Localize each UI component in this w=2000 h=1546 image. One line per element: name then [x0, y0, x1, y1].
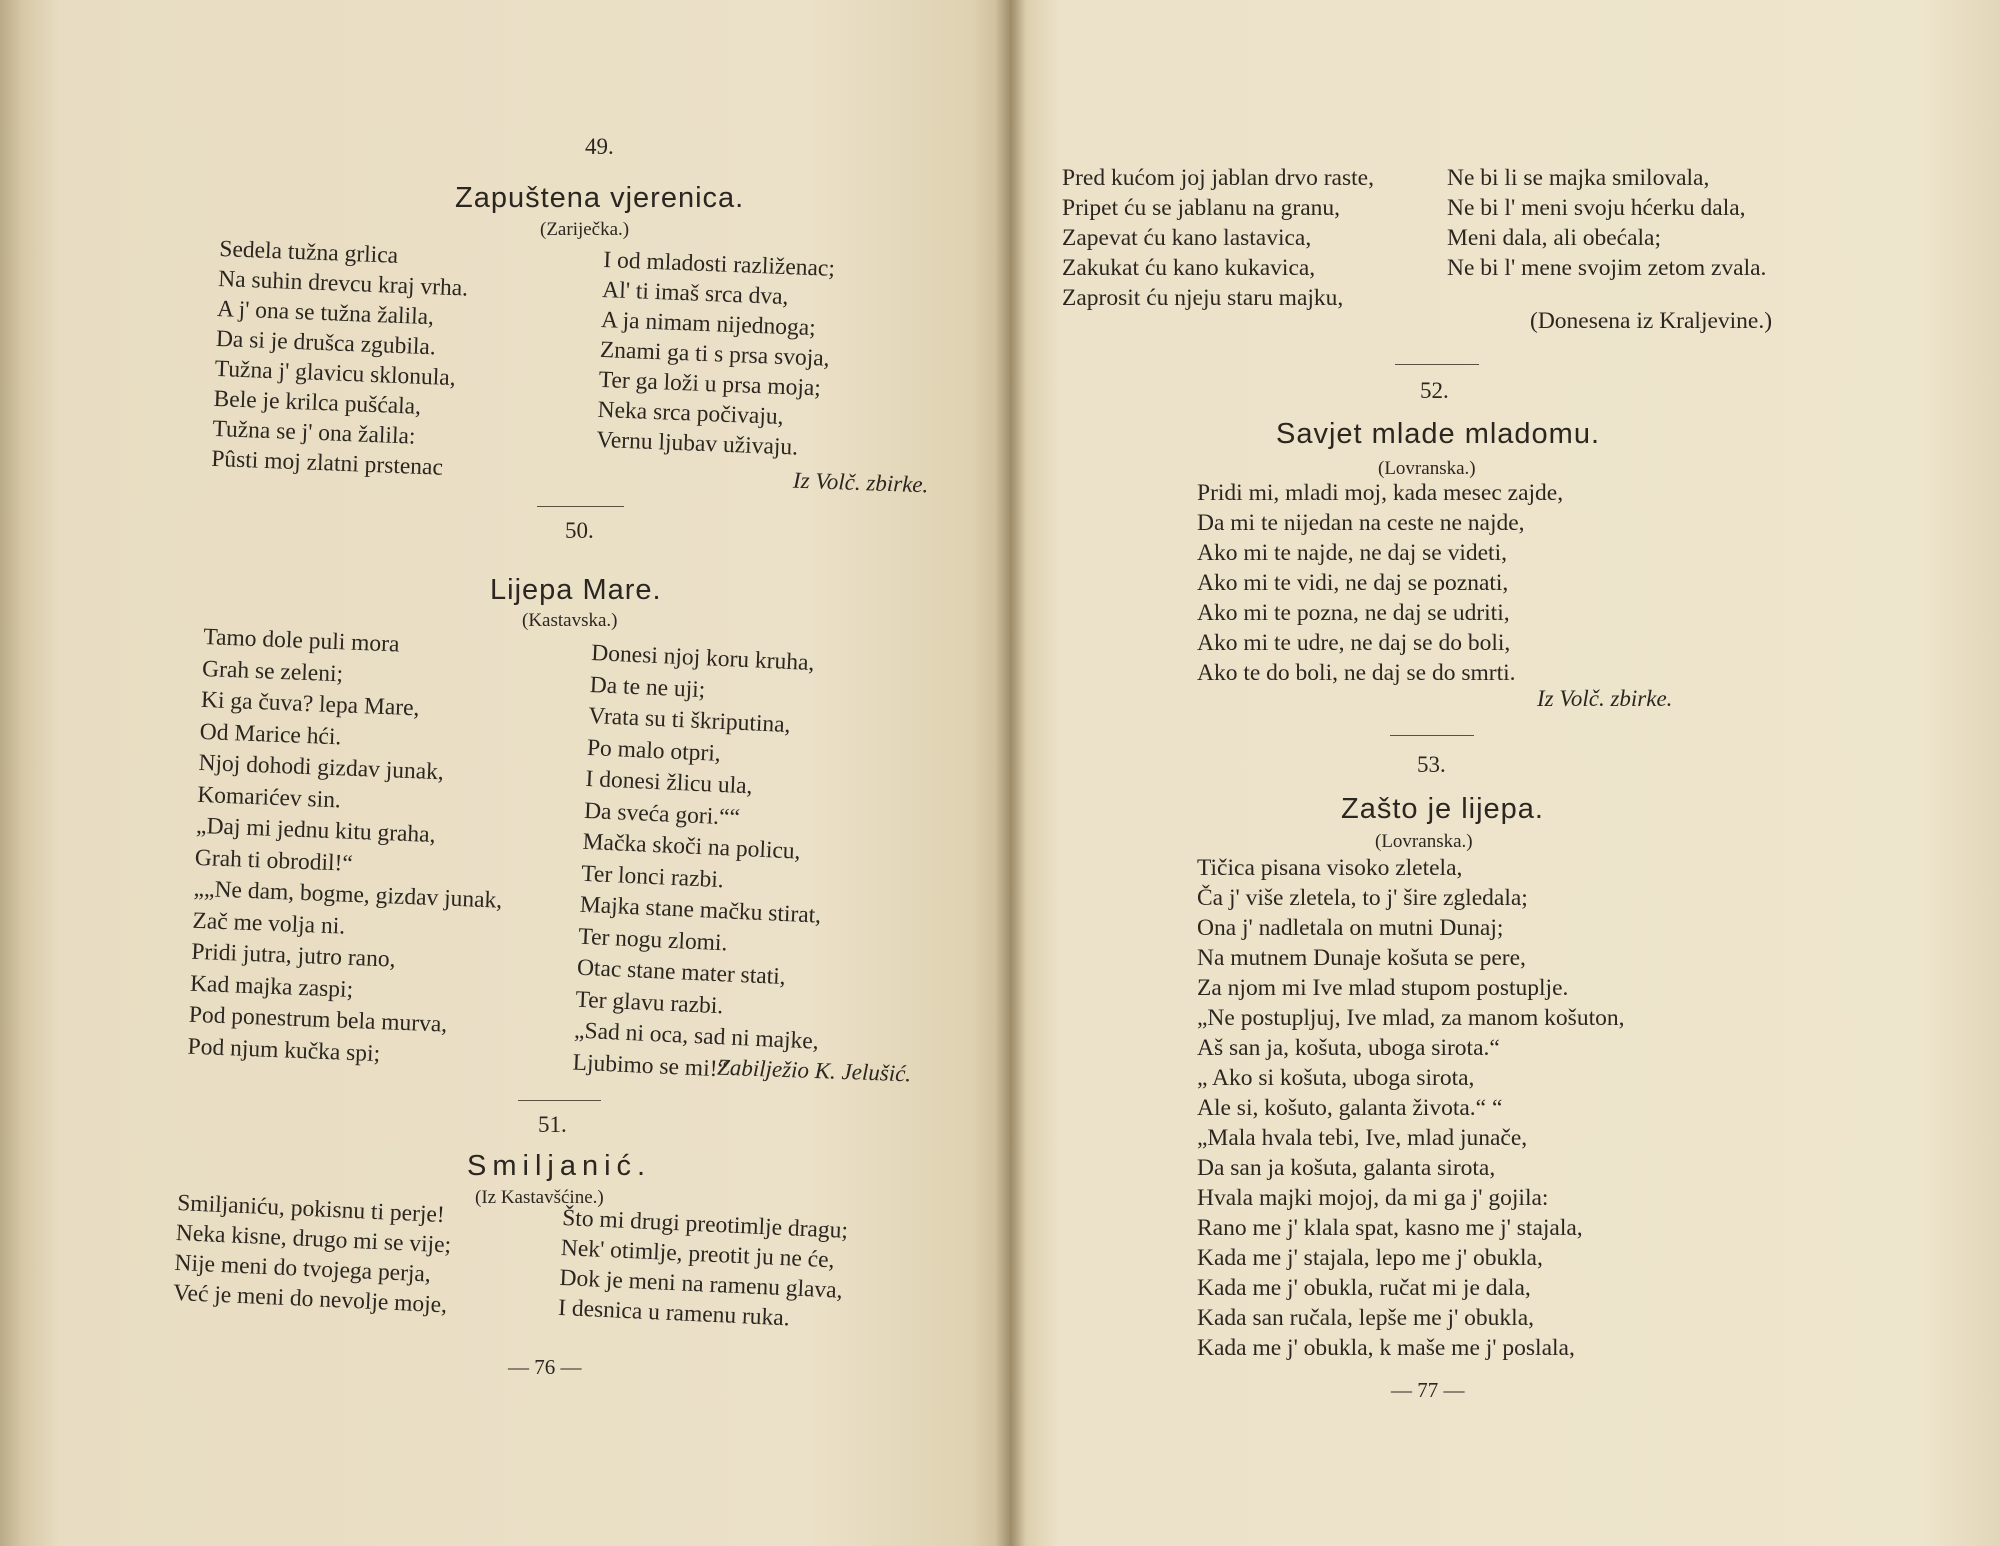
poem-50-column-1: [187, 622, 512, 1075]
verse-line: Ki ga čuva? lepa Mare,: [200, 686, 420, 722]
verse-line: Otac stane mater stati,: [576, 954, 787, 991]
poem-53-body: [1197, 853, 1625, 1363]
poem-53-title: Zašto je lijepa.: [1341, 793, 1544, 825]
verse-line: „„Ne dam, bogme, gizdav junak,: [193, 875, 503, 914]
verse-line: Tužna j' glavicu sklonula,: [214, 355, 457, 392]
poem-51-continuation-column-1: [1062, 163, 1374, 313]
verse-line: Zakukat ću kano kukavica,: [1062, 255, 1316, 281]
section-divider: [1390, 735, 1474, 736]
poem-52-body: [1197, 478, 1563, 688]
verse-line: Komarićev sin.: [196, 781, 342, 813]
poem-52-number: 52.: [1420, 378, 1449, 403]
section-divider: [1395, 364, 1479, 365]
poem-49-title: Zapuštena vjerenica.: [455, 182, 745, 214]
verse-line: „Daj mi jednu kitu graha,: [195, 812, 436, 849]
verse-line: Znami ga ti s prsa svoja,: [599, 336, 831, 372]
verse-line: Pod njum kučka spi;: [187, 1033, 381, 1067]
verse-line: Donesi njoj koru kruha,: [590, 639, 815, 677]
verse-line: Hvala majki mojoj, da mi ga j' gojila:: [1197, 1185, 1549, 1211]
poem-51-number: 51.: [538, 1112, 567, 1137]
verse-line: Pûsti moj zlatni prstenac: [210, 445, 444, 481]
verse-line: Ne bi l' mene svojim zetom zvala.: [1447, 255, 1767, 281]
poem-52-source: Iz Volč. zbirke.: [1537, 686, 1673, 711]
poem-53-subtitle: (Lovranska.): [1375, 831, 1473, 852]
section-divider: [537, 506, 624, 507]
poem-52-title: Savjet mlade mladomu.: [1276, 418, 1601, 450]
verse-line: A ja nimam nijednoga;: [600, 306, 817, 342]
verse-line: Tičica pisana visoko zletela,: [1197, 855, 1463, 881]
verse-line: I donesi žlicu ula,: [585, 765, 754, 800]
verse-line: Kad majka zaspi;: [189, 970, 354, 1003]
verse-line: Ako mi te udre, ne daj se do boli,: [1197, 630, 1511, 656]
poem-49-column-2: [596, 245, 836, 464]
verse-line: Ako mi te najde, ne daj se videti,: [1197, 540, 1507, 566]
verse-line: Aš san ja, košuta, uboga sirota.“: [1197, 1035, 1500, 1061]
poem-50-title: Lijepa Mare.: [490, 574, 662, 606]
verse-line: Da mi te nijedan na ceste ne najde,: [1197, 510, 1525, 536]
verse-line: Pred kućom joj jablan drvo raste,: [1062, 165, 1374, 191]
verse-line: „Ne postupljuj, Ive mlad, za manom košuton,: [1197, 1005, 1625, 1031]
verse-line: Kada san ručala, lepše me j' obukla,: [1197, 1305, 1535, 1331]
verse-line: Ter lonci razbi.: [580, 860, 725, 893]
poem-51-title: Smiljanić.: [467, 1150, 652, 1182]
verse-line: Kada me j' obukla, k maše me j' poslala,: [1197, 1335, 1575, 1361]
verse-line: Ter ga loži u prsa moja;: [598, 366, 822, 402]
poem-50-source: Zabilježio K. Jelušić.: [716, 1054, 912, 1087]
verse-line: Smiljaniću, pokisnu ti perje!: [176, 1189, 446, 1229]
verse-line: Ako mi te pozna, ne daj se udriti,: [1197, 600, 1510, 626]
verse-line: Bele je krilca pušćala,: [213, 385, 422, 420]
verse-line: Tužna se j' ona žalila:: [212, 415, 416, 450]
verse-line: Zaprosit ću njeju staru majku,: [1062, 285, 1344, 311]
verse-line: Da si je drušca zgubila.: [215, 325, 437, 361]
poem-50-subtitle: (Kastavska.): [522, 610, 618, 631]
verse-line: Od Marice hći.: [199, 718, 342, 750]
book-gutter: [995, 0, 1025, 1546]
verse-line: Mačka skoči na policu,: [582, 828, 802, 865]
verse-line: Sedela tužna grlica: [218, 235, 399, 269]
verse-line: Na suhin drevcu kraj vrha.: [217, 265, 469, 302]
verse-line: Ako mi te vidi, ne daj se poznati,: [1197, 570, 1509, 596]
verse-line: Vrata su ti škriputina,: [587, 702, 792, 739]
poem-49-subtitle: (Zariječka.): [540, 219, 630, 240]
verse-line: A j' ona se tužna žalila,: [216, 295, 435, 331]
poem-51-column-2: [558, 1203, 849, 1336]
left-page-number: — 76 —: [508, 1355, 582, 1379]
poem-51-continuation-column-2: [1447, 163, 1766, 283]
verse-line: Vernu ljubav uživaju.: [596, 426, 799, 461]
verse-line: Grah se zeleni;: [201, 655, 344, 687]
verse-line: Što mi drugi preotimlje dragu;: [561, 1204, 849, 1244]
verse-line: Tamo dole puli mora: [202, 623, 400, 658]
verse-line: Njoj dohodi gizdav junak,: [198, 749, 445, 786]
verse-line: Ne bi li se majka smilovala,: [1447, 165, 1710, 191]
verse-line: Pod ponestrum bela murva,: [188, 1001, 448, 1038]
poem-51-column-1: [173, 1188, 454, 1320]
verse-line: Ter nogu zlomi.: [577, 923, 729, 956]
verse-line: Zapevat ću kano lastavica,: [1062, 225, 1312, 251]
verse-line: Pridi mi, mladi moj, kada mesec zajde,: [1197, 480, 1564, 506]
right-page-number: — 77 —: [1391, 1378, 1465, 1402]
verse-line: Grah ti obrodil!“: [194, 844, 354, 877]
verse-line: „Sad ni oca, sad ni majke,: [573, 1017, 820, 1055]
verse-line: Meni dala, ali obećala;: [1447, 225, 1662, 251]
verse-line: Pripet ću se jablanu na granu,: [1062, 195, 1340, 221]
verse-line: Ona j' nadletala on mutni Dunaj;: [1197, 915, 1504, 941]
verse-line: Ljubimo se mi!“: [572, 1049, 729, 1083]
verse-line: Ne bi l' meni svoju hćerku dala,: [1447, 195, 1746, 221]
poem-50-number: 50.: [565, 518, 594, 543]
verse-line: Pridi jutra, jutro rano,: [190, 938, 396, 973]
verse-line: Da sveća gori.““: [583, 797, 741, 831]
verse-line: Nije meni do tvojega perja,: [174, 1249, 432, 1288]
verse-line: Ter glavu razbi.: [575, 986, 724, 1019]
poem-49-number: 49.: [585, 134, 614, 159]
verse-line: Nek' otimlje, preotit ju ne će,: [560, 1234, 836, 1274]
poem-51-subtitle: (Iz Kastavšćine.): [475, 1187, 604, 1208]
verse-line: Kada me j' stajala, lepo me j' obukla,: [1197, 1245, 1543, 1271]
verse-line: Majka stane mačku stirat,: [579, 891, 822, 929]
poem-51-source: (Donesena iz Kraljevine.): [1530, 308, 1773, 334]
verse-line: Zač me volja ni.: [192, 907, 346, 940]
verse-line: „ Ako si košuta, uboga sirota,: [1197, 1065, 1475, 1091]
section-divider: [518, 1100, 601, 1101]
verse-line: I od mladosti razliženac;: [602, 246, 836, 282]
verse-line: Za njom mi Ive mlad stupom postuplje.: [1197, 975, 1569, 1001]
verse-line: Neka srca počivaju,: [597, 396, 784, 431]
poem-50-column-2: [572, 638, 836, 1090]
verse-line: Ale si, košuto, galanta životа.“ “: [1197, 1095, 1503, 1121]
poem-52-subtitle: (Lovranska.): [1378, 458, 1476, 479]
verse-line: Al' ti imaš srca dva,: [601, 276, 789, 311]
verse-line: Kada me j' obukla, ručat mi je dala,: [1197, 1275, 1531, 1301]
poem-53-number: 53.: [1417, 752, 1446, 777]
verse-line: Da te ne uji;: [589, 671, 706, 703]
verse-line: Ako te do boli, ne daj se do smrti.: [1197, 660, 1516, 686]
verse-line: Ča j' više zletela, to j' šire zgledala;: [1197, 885, 1528, 911]
poem-49-column-1: [211, 234, 470, 483]
verse-line: I desnica u ramenu ruka.: [557, 1294, 791, 1332]
verse-line: Dok je meni na ramenu glava,: [559, 1264, 844, 1304]
verse-line: Rano me j' klala spat, kasno me j' stajala,: [1197, 1215, 1583, 1241]
verse-line: Neka kisne, drugo mi se vije;: [175, 1219, 452, 1259]
verse-line: Da san ja košuta, galanta sirota,: [1197, 1155, 1496, 1181]
verse-line: Već je meni do nevolje moje,: [172, 1279, 448, 1319]
verse-line: „Mala hvala tebi, Ive, mlad junače,: [1197, 1125, 1528, 1151]
verse-line: Na mutnem Dunaje košuta se pere,: [1197, 945, 1526, 971]
poem-49-source: Iz Volč. zbirke.: [792, 467, 929, 498]
verse-line: Po malo otpri,: [586, 734, 722, 767]
